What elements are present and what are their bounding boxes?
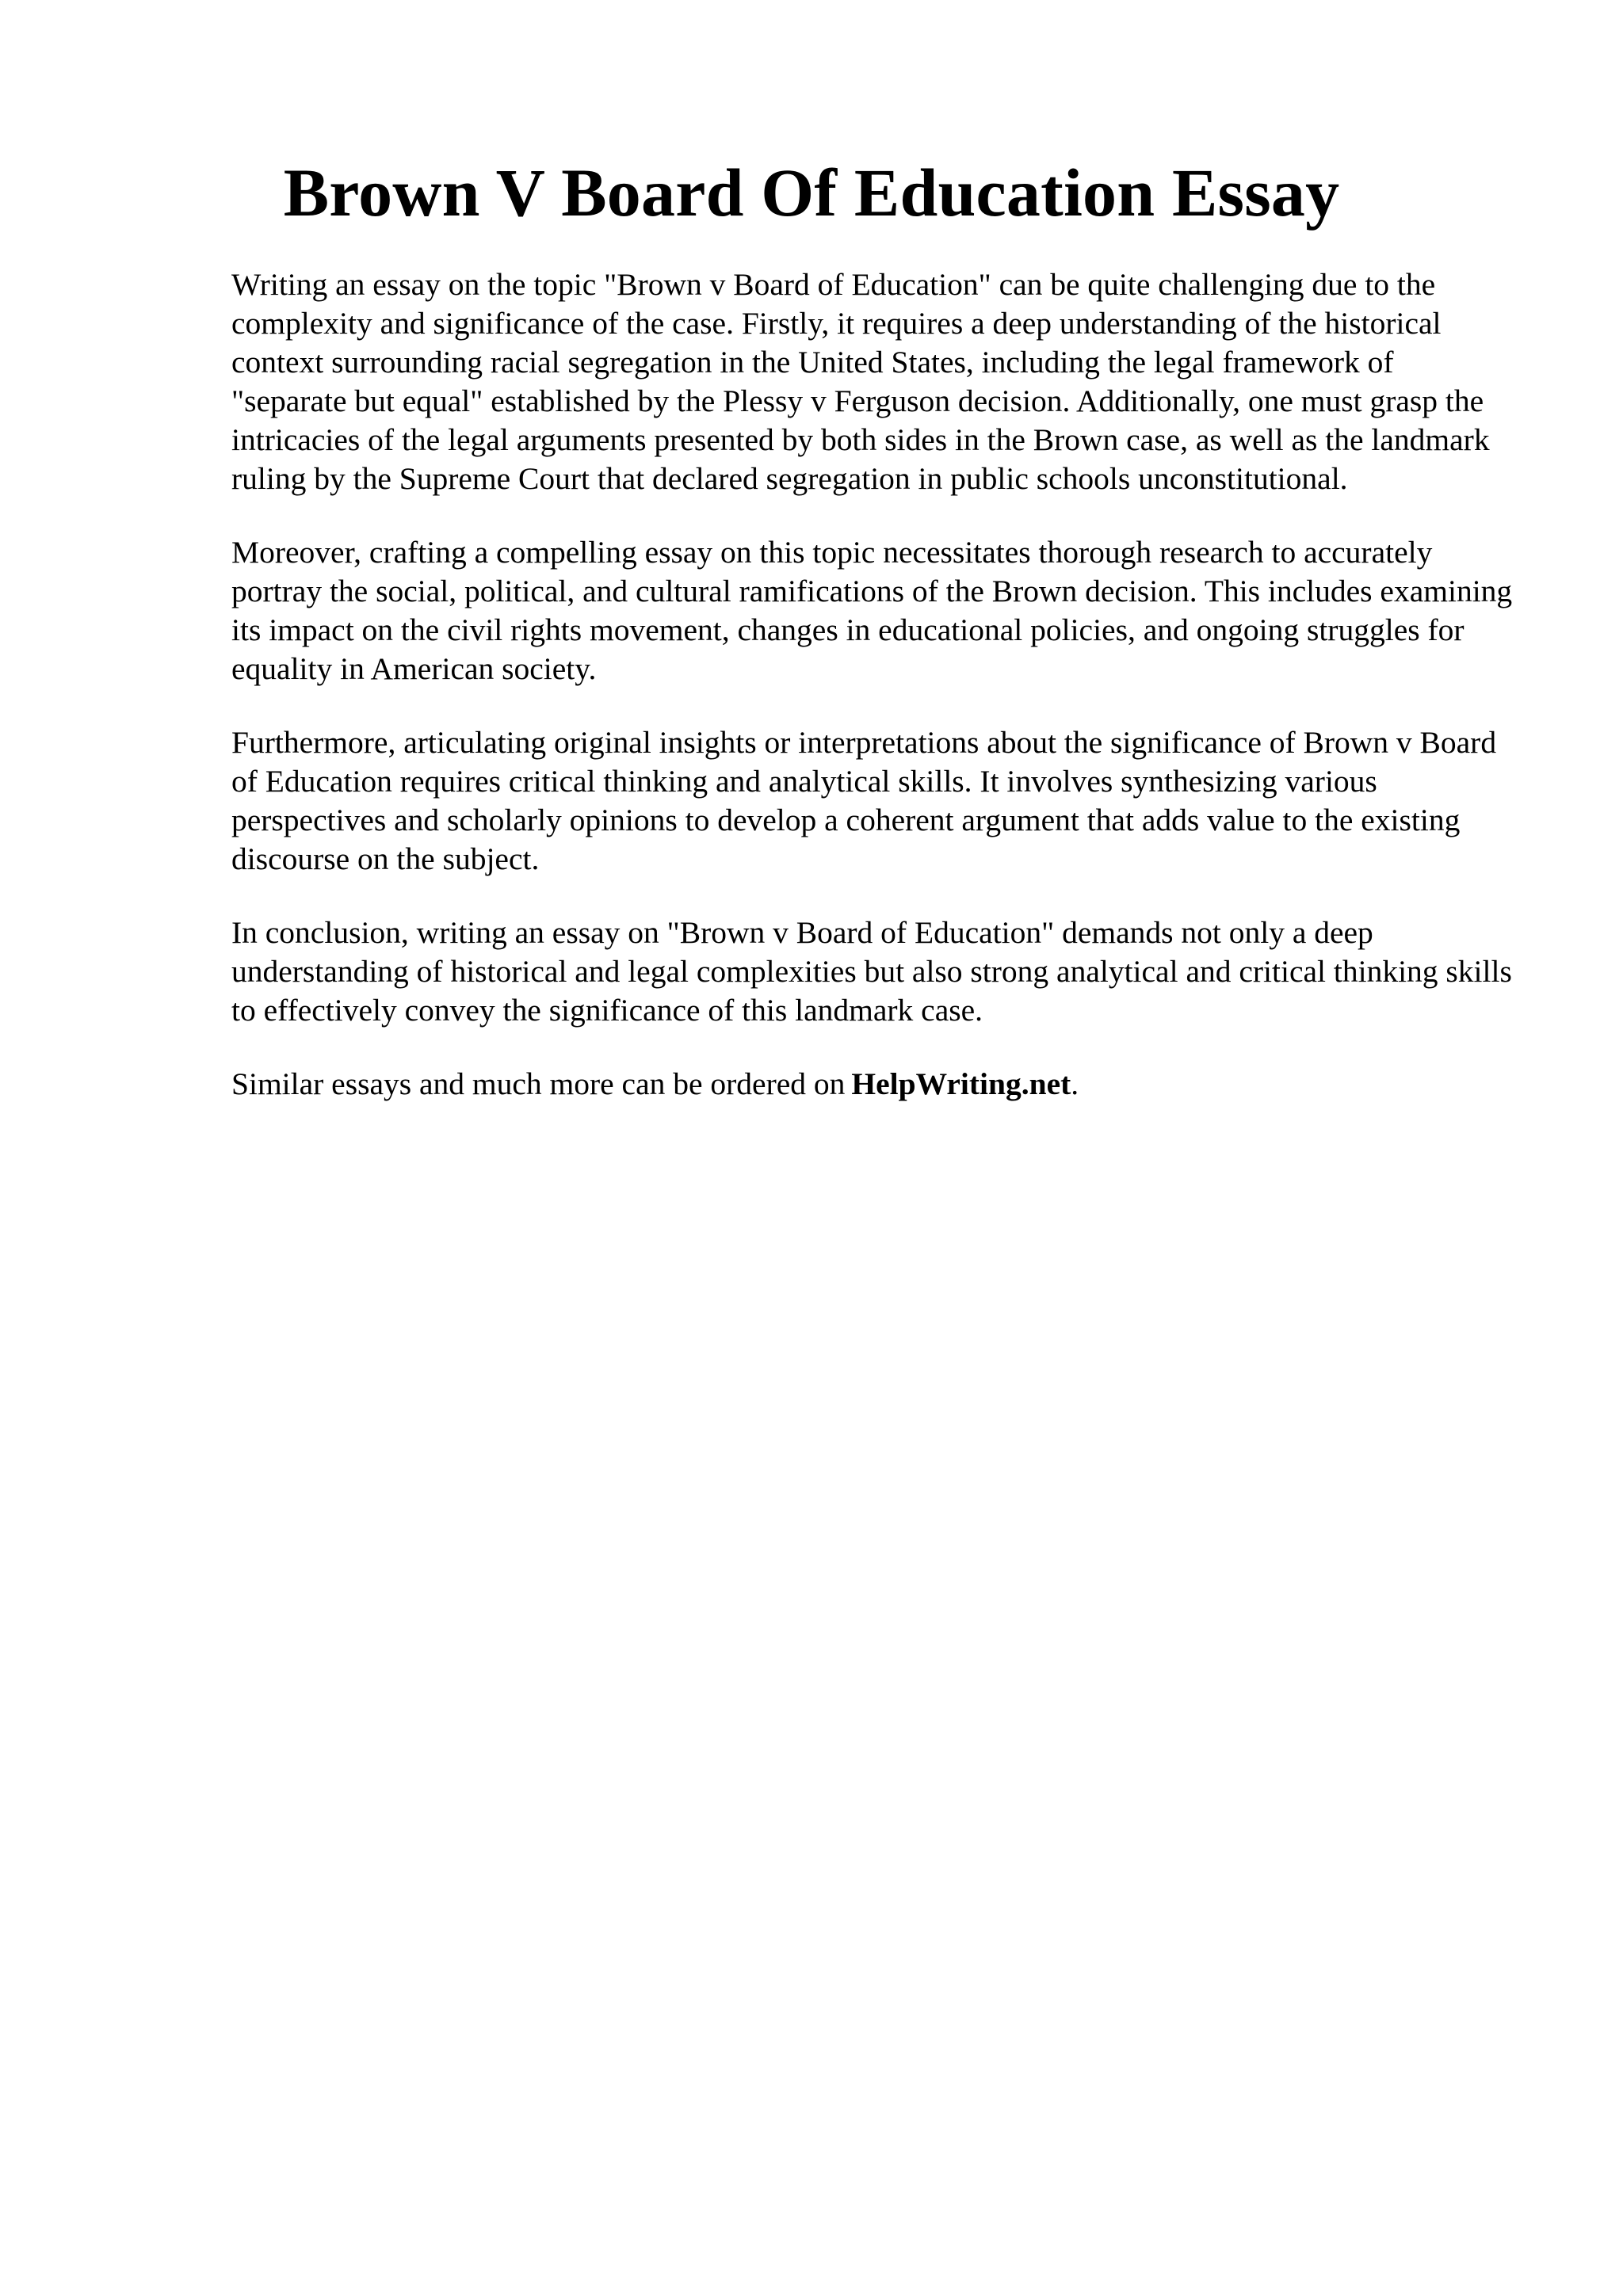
paragraph-research: Moreover, crafting a compelling essay on this topic necessitates thorough research to accurately portray the social, political, and cultural ramifications of the Brown decision. This includes examining its impact on the civil rights movement, changes in educational policies, and ongoing struggles for equality in American society.	[231, 535, 1513, 686]
footer-text: Similar essays and much more can be ordered on	[231, 1066, 846, 1101]
paragraph-insights: Furthermore, articulating original insights or interpretations about the significance of Brown v Board of Education requires critical thinking and analytical skills. It involves synthesizing various perspectives and scholarly opinions to develop a coherent argument that adds value to the existing discourse on the subject.	[231, 725, 1497, 876]
document-body	[231, 265, 1515, 1104]
document-title: Brown V Board Of Education Essay	[283, 154, 1340, 231]
paragraph-intro: Writing an essay on the topic "Brown v Board of Education" can be quite challenging due to the complexity and significance of the case. Firstly, it requires a deep understanding of the historical context surrounding racial segregation in the United States, including the legal framework of "separate but equal" established by the Plessy v Ferguson decision. Additionally, one must grasp the intricacies of the legal arguments presented by both sides in the Brown case, as well as the landmark ruling by the Supreme Court that declared segregation in public schools unconstitutional.	[231, 267, 1490, 496]
paragraph-conclusion: In conclusion, writing an essay on "Brown v Board of Education" demands not only a deep understanding of historical and legal complexities but also strong analytical and critical thinking skills to effectively convey the significance of this landmark case.	[231, 915, 1512, 1028]
footer-line	[231, 1065, 1515, 1104]
helpwriting-link[interactable]: HelpWriting.net	[851, 1066, 1071, 1101]
footer-period: .	[1071, 1066, 1079, 1101]
